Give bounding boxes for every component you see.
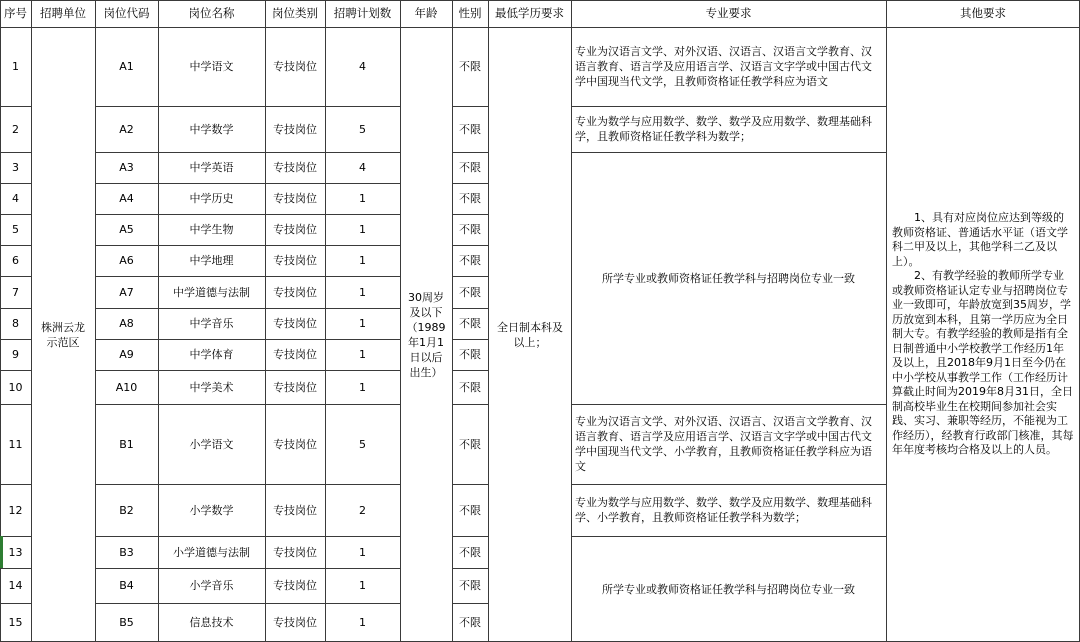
header-seq: 序号 xyxy=(4,6,27,20)
cell-code: B4 xyxy=(119,579,134,592)
cell-seq: 14 xyxy=(8,579,23,592)
cell-name: 中学数学 xyxy=(189,122,234,136)
cell-plan: 4 xyxy=(359,60,366,73)
cell-gender: 不限 xyxy=(459,60,481,73)
cell-gender: 不限 xyxy=(459,192,481,205)
cell-name: 中学体育 xyxy=(189,348,234,361)
header-name: 岗位名称 xyxy=(188,6,235,20)
cell-seq: 10 xyxy=(8,380,23,394)
cell-gender: 不限 xyxy=(459,380,481,394)
cell-plan: 1 xyxy=(359,616,366,629)
cell-seq: 11 xyxy=(8,437,23,451)
cell-gender: 不限 xyxy=(459,545,481,559)
major-cell: 专业为数学与应用数学、数学、数学及应用数学、数理基础科学、小学教育，且教师资格证任教学科为数学； xyxy=(575,496,872,524)
cell-name: 中学历史 xyxy=(189,192,234,205)
cell-name: 中学语文 xyxy=(189,60,234,73)
cell-plan: 5 xyxy=(359,122,366,136)
cell-code: A3 xyxy=(119,161,134,174)
cell-name: 小学道德与法制 xyxy=(173,545,250,559)
cell-code: A1 xyxy=(119,60,134,73)
cell-plan: 1 xyxy=(359,317,366,330)
cell-seq: 8 xyxy=(12,317,19,330)
cell-name: 中学英语 xyxy=(189,161,234,174)
cell-plan: 1 xyxy=(359,285,366,299)
cell-plan: 1 xyxy=(359,348,366,361)
other-paragraph-2: 2、有教学经验的教师所学专业或教师资格证认定专业与招聘岗位专业一致即可，年龄放宽到35周岁，学历放宽到本科，且第一学历应为全日制大专。有教学经验的教师是指有全日制普通中小学校教学工作经历1年及以上，且2018年9月1日至今仍在中小学校从事教学工作（工作经历计算截止时间为2019年8月31日，全日制高校毕业生在校期间参加社会实践、实习、兼职等经历，不能视为工作经历），经教育行政部门核准，其每年年度考核均合格及以上的人员。 xyxy=(892,269,1074,457)
cell-type: 专技岗位 xyxy=(273,285,317,299)
cell-type: 专技岗位 xyxy=(273,192,317,205)
cell-code: A8 xyxy=(119,317,134,330)
cell-code: B1 xyxy=(119,437,134,451)
cell-gender: 不限 xyxy=(459,254,481,267)
cell-code: A5 xyxy=(119,223,134,236)
major-cell: 专业为汉语言文学、对外汉语、汉语言、汉语言文学教育、汉语言教育、语言学及应用语言学、汉语言文字学或中国古代文学中国现当代文学、小学教育，且教师资格证任教学科应为语文 xyxy=(575,415,872,473)
cell-code: A9 xyxy=(119,348,134,361)
cell-code: B5 xyxy=(119,616,134,629)
cell-code: A6 xyxy=(119,254,134,267)
cell-type: 专技岗位 xyxy=(273,60,317,73)
cell-code: B3 xyxy=(119,545,134,559)
cell-seq: 15 xyxy=(8,616,23,629)
cell-type: 专技岗位 xyxy=(273,223,317,236)
cell-code: A7 xyxy=(119,285,134,299)
cell-plan: 1 xyxy=(359,223,366,236)
cell-type: 专技岗位 xyxy=(273,254,317,267)
cell-name: 中学道德与法制 xyxy=(173,285,250,299)
cell-name: 小学音乐 xyxy=(189,579,234,592)
header-unit: 招聘单位 xyxy=(40,6,86,20)
cell-plan: 1 xyxy=(359,254,366,267)
cell-gender: 不限 xyxy=(459,348,481,361)
cell-gender: 不限 xyxy=(459,317,481,330)
major-cell: 所学专业或教师资格证任教学科与招聘岗位专业一致 xyxy=(602,582,855,596)
cell-gender: 不限 xyxy=(459,161,481,174)
cell-seq: 1 xyxy=(12,60,19,73)
cell-type: 专技岗位 xyxy=(273,348,317,361)
header-major: 专业要求 xyxy=(705,6,752,20)
cell-plan: 1 xyxy=(359,579,366,592)
cell-plan: 1 xyxy=(359,380,366,394)
cell-code: B2 xyxy=(119,503,134,517)
cell-name: 小学语文 xyxy=(189,437,234,451)
cell-seq: 9 xyxy=(12,348,19,361)
cell-name: 中学地理 xyxy=(189,254,234,267)
cell-seq: 4 xyxy=(12,192,19,205)
cell-name: 小学数学 xyxy=(189,503,234,517)
selection-marker xyxy=(0,536,3,568)
unit-cell: 株洲云龙示范区 xyxy=(41,320,85,349)
cell-gender: 不限 xyxy=(459,285,481,299)
cell-gender: 不限 xyxy=(459,223,481,236)
cell-seq: 2 xyxy=(12,122,19,136)
cell-gender: 不限 xyxy=(459,437,481,451)
cell-seq: 13 xyxy=(8,545,23,559)
other-cell xyxy=(886,27,1080,642)
cell-seq: 6 xyxy=(12,254,19,267)
header-type: 岗位类别 xyxy=(272,6,318,20)
cell-type: 专技岗位 xyxy=(273,161,317,174)
header-code: 岗位代码 xyxy=(103,6,150,20)
cell-seq: 7 xyxy=(12,285,19,299)
cell-plan: 2 xyxy=(359,503,366,517)
cell-plan: 1 xyxy=(359,545,366,559)
header-plan: 招聘计划数 xyxy=(333,6,392,20)
header-age: 年龄 xyxy=(414,6,438,20)
header-gender: 性别 xyxy=(458,6,482,20)
major-cell: 专业为数学与应用数学、数学、数学及应用数学、数理基础科学，且教师资格证任教学科为数学； xyxy=(575,115,872,143)
major-cell: 专业为汉语言文学、对外汉语、汉语言、汉语言文学教育、汉语言教育、语言学及应用语言学、汉语言文字学或中国古代文学中国现当代文学，且教师资格证任教学科应为语文 xyxy=(575,45,872,88)
cell-type: 专技岗位 xyxy=(273,437,317,451)
cell-type: 专技岗位 xyxy=(273,545,317,559)
cell-name: 中学音乐 xyxy=(189,317,234,330)
cell-name: 信息技术 xyxy=(189,616,234,629)
cell-name: 中学生物 xyxy=(189,223,234,236)
cell-code: A4 xyxy=(119,192,134,205)
major-cell: 所学专业或教师资格证任教学科与招聘岗位专业一致 xyxy=(602,271,855,285)
age-cell: 30周岁及以下（1989年1月1日以后出生） xyxy=(406,290,446,379)
cell-name: 中学美术 xyxy=(189,380,234,394)
cell-seq: 5 xyxy=(12,223,19,236)
header-edu: 最低学历要求 xyxy=(495,6,564,20)
cell-seq: 12 xyxy=(8,503,23,517)
cell-gender: 不限 xyxy=(459,579,481,592)
cell-type: 专技岗位 xyxy=(273,503,317,517)
cell-code: A2 xyxy=(119,122,134,136)
cell-type: 专技岗位 xyxy=(273,579,317,592)
edu-cell: 全日制本科及以上； xyxy=(497,320,563,349)
cell-plan: 4 xyxy=(359,161,366,174)
other-paragraph-1: 1、具有对应岗位应达到等级的教师资格证、普通话水平证（语文学科二甲及以上，其他学科二乙及以上）。 xyxy=(892,211,1068,268)
cell-gender: 不限 xyxy=(459,503,481,517)
cell-gender: 不限 xyxy=(459,122,481,136)
cell-seq: 3 xyxy=(12,161,19,174)
cell-type: 专技岗位 xyxy=(273,380,317,394)
cell-plan: 1 xyxy=(359,192,366,205)
cell-plan: 5 xyxy=(359,437,366,451)
cell-code: A10 xyxy=(115,380,138,394)
cell-type: 专技岗位 xyxy=(273,616,317,629)
cell-gender: 不限 xyxy=(459,616,481,629)
header-other: 其他要求 xyxy=(960,6,1006,20)
cell-type: 专技岗位 xyxy=(273,122,317,136)
cell-type: 专技岗位 xyxy=(273,317,317,330)
